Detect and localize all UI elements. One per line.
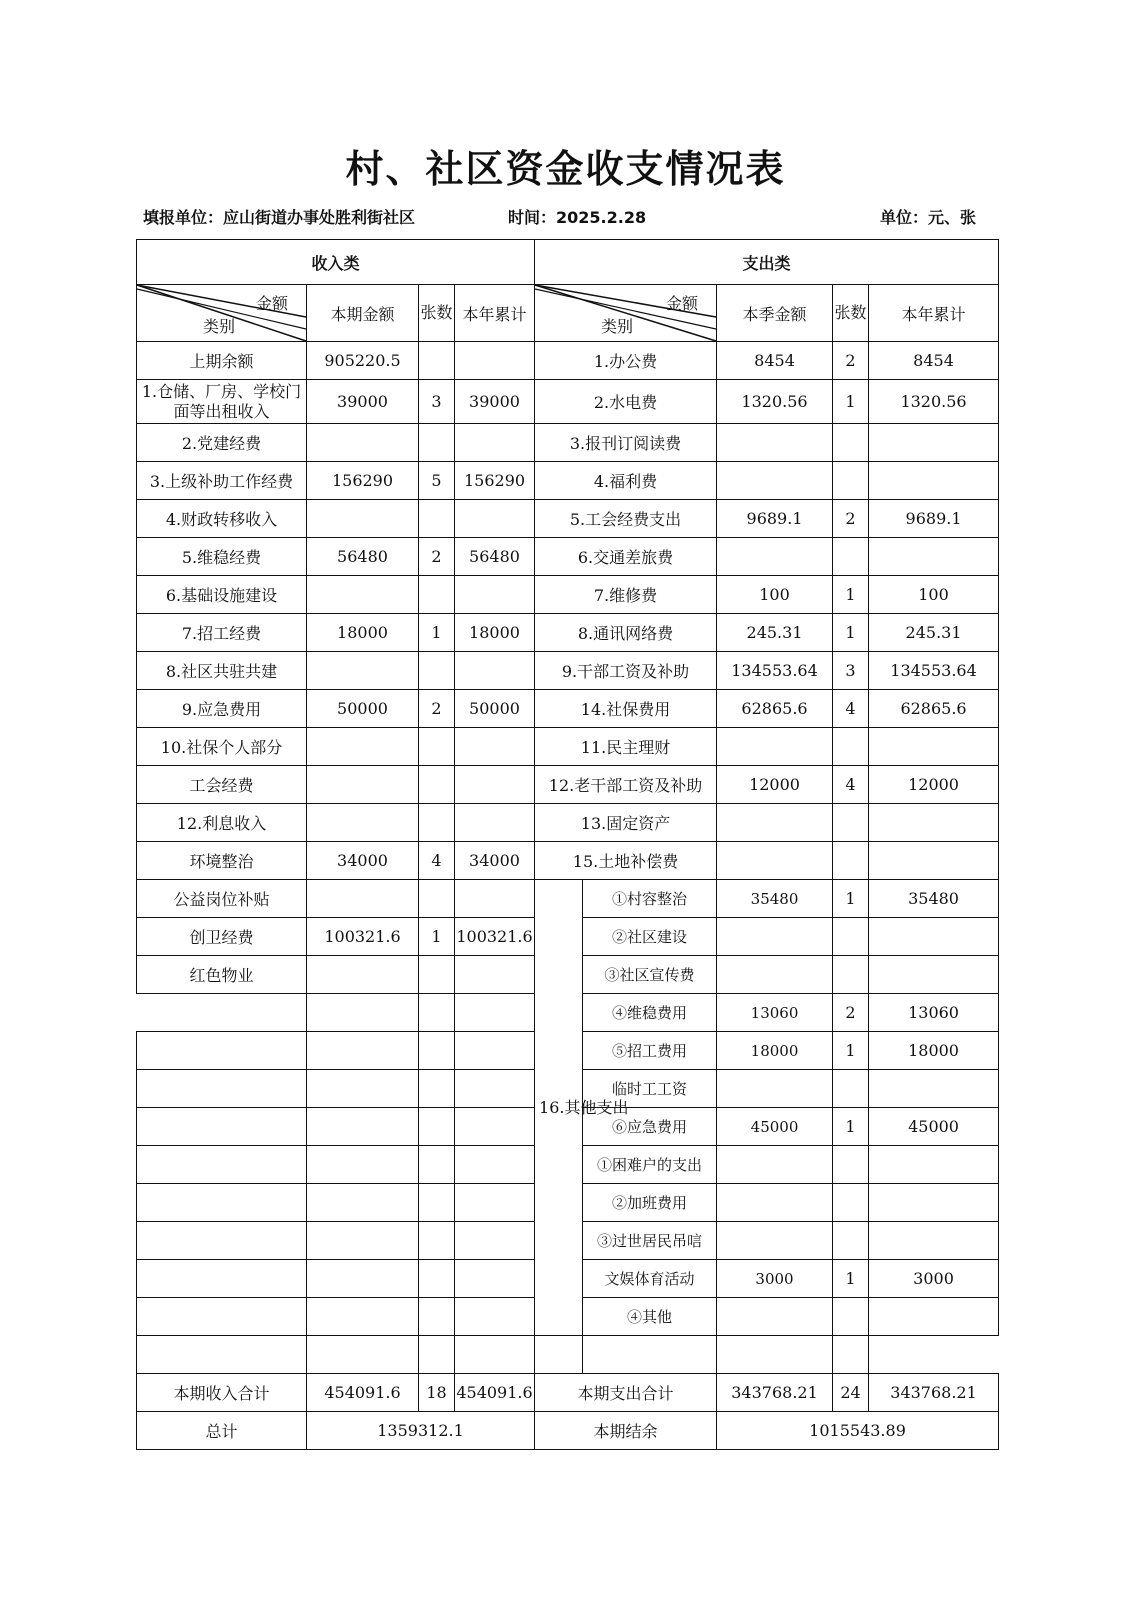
expense-item-current — [717, 462, 833, 500]
income-item-name: 6.基础设施建设 — [137, 576, 307, 614]
other-item-current — [583, 1336, 717, 1374]
expense-item-name: 9.干部工资及补助 — [535, 652, 717, 690]
expense-item-name: 6.交通差旅费 — [535, 538, 717, 576]
expense-item-name: 1.办公费 — [535, 342, 717, 380]
income-item-current — [307, 1108, 419, 1146]
other-item-current — [717, 1298, 833, 1336]
expense-header: 支出类 — [535, 240, 999, 285]
income-item-current — [307, 1032, 419, 1070]
expense-item-ytd: 8454 — [869, 342, 999, 380]
other-item-name: ①村容整治 — [583, 880, 717, 918]
expense-item-current: 134553.64 — [717, 652, 833, 690]
income-item-count — [419, 1070, 455, 1108]
income-item-ytd: 34000 — [455, 842, 535, 880]
other-item-count — [717, 1336, 833, 1374]
income-item-current — [307, 1184, 419, 1222]
other-item-ytd — [869, 918, 999, 956]
other-item-name: ①困难户的支出 — [583, 1146, 717, 1184]
expense-col-current: 本季金额 — [717, 285, 833, 342]
income-item-ytd — [455, 728, 535, 766]
income-item-ytd: 18000 — [455, 614, 535, 652]
expense-item-name: 2.水电费 — [535, 380, 717, 424]
expense-total-label: 本期支出合计 — [535, 1374, 717, 1412]
expense-item-count: 1 — [833, 614, 869, 652]
other-item-name: ③社区宣传费 — [583, 956, 717, 994]
table-row — [137, 462, 999, 500]
income-col-current: 本期金额 — [307, 285, 419, 342]
expense-total-current: 343768.21 — [717, 1374, 833, 1412]
table-row — [137, 804, 999, 842]
income-item-name: 上期余额 — [137, 342, 307, 380]
expense-item-count: 1 — [833, 576, 869, 614]
income-item-count — [419, 500, 455, 538]
income-item-count — [419, 1336, 455, 1374]
other-item-count — [833, 1298, 869, 1336]
income-item-current — [307, 1336, 419, 1374]
grand-total-label: 总计 — [137, 1412, 307, 1450]
page-title: 村、社区资金收支情况表 — [345, 147, 786, 191]
income-item-name: 10.社保个人部分 — [137, 728, 307, 766]
expense-item-name: 7.维修费 — [535, 576, 717, 614]
income-item-name: 工会经费 — [137, 766, 307, 804]
income-item-current — [307, 424, 419, 462]
income-item-count — [419, 1146, 455, 1184]
other-item-ytd — [869, 956, 999, 994]
expense-diag-header — [535, 285, 717, 342]
expense-item-name: 11.民主理财 — [535, 728, 717, 766]
income-item-count: 1 — [419, 918, 455, 956]
income-item-ytd — [455, 994, 535, 1032]
table-row — [137, 652, 999, 690]
income-item-count — [419, 766, 455, 804]
income-item-name: 12.利息收入 — [137, 804, 307, 842]
income-item-ytd — [455, 766, 535, 804]
diag-amount-label: 金额 — [666, 294, 699, 313]
income-item-current — [307, 576, 419, 614]
income-item-count — [419, 804, 455, 842]
income-item-ytd — [455, 500, 535, 538]
income-item-current: 56480 — [307, 538, 419, 576]
other-item-name: ④其他 — [583, 1298, 717, 1336]
other-item-ytd: 13060 — [869, 994, 999, 1032]
table-row — [137, 500, 999, 538]
unit-label: 单位：元、张 — [880, 208, 977, 227]
income-item-ytd — [455, 652, 535, 690]
totals-row — [137, 1374, 999, 1412]
income-total-ytd: 454091.6 — [455, 1374, 535, 1412]
income-item-current — [307, 1146, 419, 1184]
income-item-name: 8.社区共驻共建 — [137, 652, 307, 690]
table-row — [137, 766, 999, 804]
income-item-name — [137, 1298, 307, 1336]
table-row — [137, 538, 999, 576]
income-item-ytd — [455, 1260, 535, 1298]
table-row — [137, 690, 999, 728]
other-item-current — [717, 918, 833, 956]
income-item-count — [419, 652, 455, 690]
income-item-name: 5.维稳经费 — [137, 538, 307, 576]
income-item-count — [419, 1222, 455, 1260]
other-item-current: 18000 — [717, 1032, 833, 1070]
filler-unit: 填报单位：应山街道办事处胜利街社区 — [143, 208, 416, 227]
expense-item-count — [833, 804, 869, 842]
expense-item-ytd: 12000 — [869, 766, 999, 804]
income-item-current — [307, 994, 419, 1032]
expense-item-current: 100 — [717, 576, 833, 614]
other-item-ytd — [869, 1070, 999, 1108]
other-item-count: 1 — [833, 1032, 869, 1070]
income-item-current — [307, 956, 419, 994]
expense-item-name: 4.福利费 — [535, 462, 717, 500]
income-col-count: 张数 — [419, 285, 455, 342]
income-item-count — [419, 1298, 455, 1336]
expense-item-ytd — [869, 804, 999, 842]
income-item-current — [307, 500, 419, 538]
income-item-name: 1.仓储、厂房、学校门面等出租收入 — [137, 380, 307, 424]
other-item-count — [833, 918, 869, 956]
income-item-count: 2 — [419, 690, 455, 728]
expense-item-ytd — [869, 538, 999, 576]
income-item-current: 905220.5 — [307, 342, 419, 380]
other-item-current: 35480 — [717, 880, 833, 918]
expense-col-count: 张数 — [833, 285, 869, 342]
expense-item-ytd: 134553.64 — [869, 652, 999, 690]
diag-category-label: 类别 — [203, 317, 236, 336]
income-item-count — [419, 880, 455, 918]
expense-item-name: 5.工会经费支出 — [535, 500, 717, 538]
income-item-count: 1 — [419, 614, 455, 652]
other-item-ytd: 45000 — [869, 1108, 999, 1146]
expense-item-name: 12.老干部工资及补助 — [535, 766, 717, 804]
expense-col-ytd: 本年累计 — [869, 285, 999, 342]
expense-item-name: 15.土地补偿费 — [535, 842, 717, 880]
income-item-ytd — [455, 1108, 535, 1146]
income-item-name — [137, 1222, 307, 1260]
income-item-current: 156290 — [307, 462, 419, 500]
income-item-count: 5 — [419, 462, 455, 500]
expense-total-count: 24 — [833, 1374, 869, 1412]
other-item-ytd — [869, 1222, 999, 1260]
expense-item-ytd: 245.31 — [869, 614, 999, 652]
expense-total-ytd: 343768.21 — [869, 1374, 999, 1412]
other-item-name — [535, 1336, 583, 1374]
expense-item-ytd — [869, 842, 999, 880]
income-item-current — [307, 1260, 419, 1298]
expense-item-count — [833, 728, 869, 766]
income-item-name — [137, 1184, 307, 1222]
other-item-count: 1 — [833, 880, 869, 918]
income-item-name — [137, 1260, 307, 1298]
expense-item-count — [833, 424, 869, 462]
income-item-name — [137, 1336, 307, 1374]
expense-item-current: 245.31 — [717, 614, 833, 652]
expense-item-current — [717, 424, 833, 462]
expense-item-ytd: 9689.1 — [869, 500, 999, 538]
income-item-current — [307, 652, 419, 690]
income-item-current — [307, 880, 419, 918]
income-item-ytd — [455, 342, 535, 380]
income-item-name — [137, 1108, 307, 1146]
income-item-name: 4.财政转移收入 — [137, 500, 307, 538]
income-item-count — [419, 342, 455, 380]
other-item-current — [717, 1222, 833, 1260]
other-item-current: 45000 — [717, 1108, 833, 1146]
expense-item-count: 4 — [833, 690, 869, 728]
expense-item-name: 14.社保费用 — [535, 690, 717, 728]
other-item-name: ⑥应急费用 — [583, 1108, 717, 1146]
expense-item-name: 8.通讯网络费 — [535, 614, 717, 652]
income-item-name: 2.党建经费 — [137, 424, 307, 462]
other-item-name: ⑤招工费用 — [583, 1032, 717, 1070]
other-item-current — [717, 1146, 833, 1184]
other-item-count: 2 — [833, 994, 869, 1032]
income-item-current — [307, 1222, 419, 1260]
expense-item-ytd: 1320.56 — [869, 380, 999, 424]
table-row — [137, 842, 999, 880]
other-item-name: 文娱体育活动 — [583, 1260, 717, 1298]
table-row — [137, 380, 999, 424]
other-item-count: 1 — [833, 1260, 869, 1298]
diag-category-label: 类别 — [601, 317, 634, 336]
income-item-current — [307, 766, 419, 804]
other-item-current — [717, 1070, 833, 1108]
table-row — [137, 614, 999, 652]
balance-label: 本期结余 — [535, 1412, 717, 1450]
income-item-name — [137, 1070, 307, 1108]
income-item-name: 3.上级补助工作经费 — [137, 462, 307, 500]
expense-item-count: 4 — [833, 766, 869, 804]
income-item-ytd: 39000 — [455, 380, 535, 424]
other-item-current: 13060 — [717, 994, 833, 1032]
income-item-ytd — [455, 956, 535, 994]
income-item-count — [419, 994, 455, 1032]
income-item-ytd — [455, 1298, 535, 1336]
expense-item-name: 13.固定资产 — [535, 804, 717, 842]
expense-item-ytd: 100 — [869, 576, 999, 614]
income-item-ytd — [455, 880, 535, 918]
income-item-name: 红色物业 — [137, 956, 307, 994]
income-item-current: 18000 — [307, 614, 419, 652]
other-item-ytd — [869, 1146, 999, 1184]
income-item-current — [307, 1298, 419, 1336]
income-item-current: 34000 — [307, 842, 419, 880]
expense-item-ytd — [869, 424, 999, 462]
other-item-ytd: 18000 — [869, 1032, 999, 1070]
income-item-count — [419, 728, 455, 766]
income-item-current: 50000 — [307, 690, 419, 728]
other-item-current — [717, 1184, 833, 1222]
table-row — [137, 342, 999, 380]
expense-item-count: 3 — [833, 652, 869, 690]
other-item-name: ③过世居民吊唁 — [583, 1222, 717, 1260]
income-item-ytd — [455, 804, 535, 842]
expense-item-ytd — [869, 728, 999, 766]
other-item-count — [833, 1222, 869, 1260]
income-item-name: 创卫经费 — [137, 918, 307, 956]
expense-item-count — [833, 462, 869, 500]
table-row — [137, 728, 999, 766]
other-item-name: ④维稳费用 — [583, 994, 717, 1032]
expense-item-count — [833, 538, 869, 576]
expense-item-current: 1320.56 — [717, 380, 833, 424]
income-item-name: 环境整治 — [137, 842, 307, 880]
income-item-count — [419, 1260, 455, 1298]
income-item-name: 公益岗位补贴 — [137, 880, 307, 918]
income-item-ytd — [455, 1222, 535, 1260]
income-item-current: 100321.6 — [307, 918, 419, 956]
other-item-name: ②加班费用 — [583, 1184, 717, 1222]
income-item-count: 3 — [419, 380, 455, 424]
income-item-count: 4 — [419, 842, 455, 880]
table-row — [137, 1336, 999, 1374]
finance-table — [136, 239, 999, 1450]
income-item-current: 39000 — [307, 380, 419, 424]
income-total-label: 本期收入合计 — [137, 1374, 307, 1412]
expense-item-current — [717, 842, 833, 880]
report-date: 时间：2025.2.28 — [508, 208, 647, 227]
income-item-count — [419, 576, 455, 614]
expense-item-current — [717, 538, 833, 576]
other-item-count — [833, 1184, 869, 1222]
other-item-name: ②社区建设 — [583, 918, 717, 956]
expense-item-ytd — [869, 462, 999, 500]
other-item-name: 临时工工资 — [583, 1070, 717, 1108]
income-item-name — [137, 1032, 307, 1070]
expense-item-current: 8454 — [717, 342, 833, 380]
other-item-ytd — [869, 1184, 999, 1222]
income-item-count — [419, 424, 455, 462]
expense-item-count: 2 — [833, 500, 869, 538]
other-item-current — [717, 956, 833, 994]
income-item-count — [419, 1184, 455, 1222]
income-item-ytd — [455, 424, 535, 462]
other-item-count: 1 — [833, 1108, 869, 1146]
expense-item-current — [717, 804, 833, 842]
grand-total-row — [137, 1412, 999, 1450]
other-item-count — [833, 956, 869, 994]
income-item-ytd: 56480 — [455, 538, 535, 576]
table-row — [137, 576, 999, 614]
other-item-ytd — [833, 1336, 869, 1374]
expense-item-current: 12000 — [717, 766, 833, 804]
income-item-name: 7.招工经费 — [137, 614, 307, 652]
income-item-ytd: 50000 — [455, 690, 535, 728]
other-item-current: 3000 — [717, 1260, 833, 1298]
income-item-name — [137, 994, 307, 1032]
expense-item-name: 3.报刊订阅读费 — [535, 424, 717, 462]
income-item-ytd — [455, 1336, 535, 1374]
income-item-name — [137, 1146, 307, 1184]
income-item-count: 2 — [419, 538, 455, 576]
income-total-count: 18 — [419, 1374, 455, 1412]
other-item-ytd: 35480 — [869, 880, 999, 918]
expense-item-current: 9689.1 — [717, 500, 833, 538]
diag-amount-label: 金额 — [255, 294, 288, 313]
expense-item-current: 62865.6 — [717, 690, 833, 728]
income-item-ytd: 156290 — [455, 462, 535, 500]
expense-item-count: 1 — [833, 380, 869, 424]
expense-item-ytd: 62865.6 — [869, 690, 999, 728]
expense-item-current — [717, 728, 833, 766]
income-item-ytd: 100321.6 — [455, 918, 535, 956]
income-item-count — [419, 1108, 455, 1146]
other-item-ytd — [869, 1298, 999, 1336]
income-item-ytd — [455, 1070, 535, 1108]
expense-item-count — [833, 842, 869, 880]
other-item-count — [833, 1070, 869, 1108]
income-item-ytd — [455, 1146, 535, 1184]
income-item-name: 9.应急费用 — [137, 690, 307, 728]
income-item-ytd — [455, 1184, 535, 1222]
income-item-count — [419, 956, 455, 994]
grand-total-value: 1359312.1 — [307, 1412, 535, 1450]
other-item-count — [833, 1146, 869, 1184]
income-diag-header — [137, 285, 307, 342]
income-col-ytd: 本年累计 — [455, 285, 535, 342]
other-expense-label: 16.其他支出 — [535, 880, 583, 1336]
income-header: 收入类 — [137, 240, 535, 285]
other-item-ytd: 3000 — [869, 1260, 999, 1298]
expense-item-count: 2 — [833, 342, 869, 380]
income-item-current — [307, 804, 419, 842]
income-item-current — [307, 1070, 419, 1108]
balance-value: 1015543.89 — [717, 1412, 999, 1450]
income-item-current — [307, 728, 419, 766]
income-total-current: 454091.6 — [307, 1374, 419, 1412]
table-row — [137, 424, 999, 462]
table-row — [137, 880, 999, 918]
income-item-count — [419, 1032, 455, 1070]
income-item-ytd — [455, 1032, 535, 1070]
income-item-ytd — [455, 576, 535, 614]
